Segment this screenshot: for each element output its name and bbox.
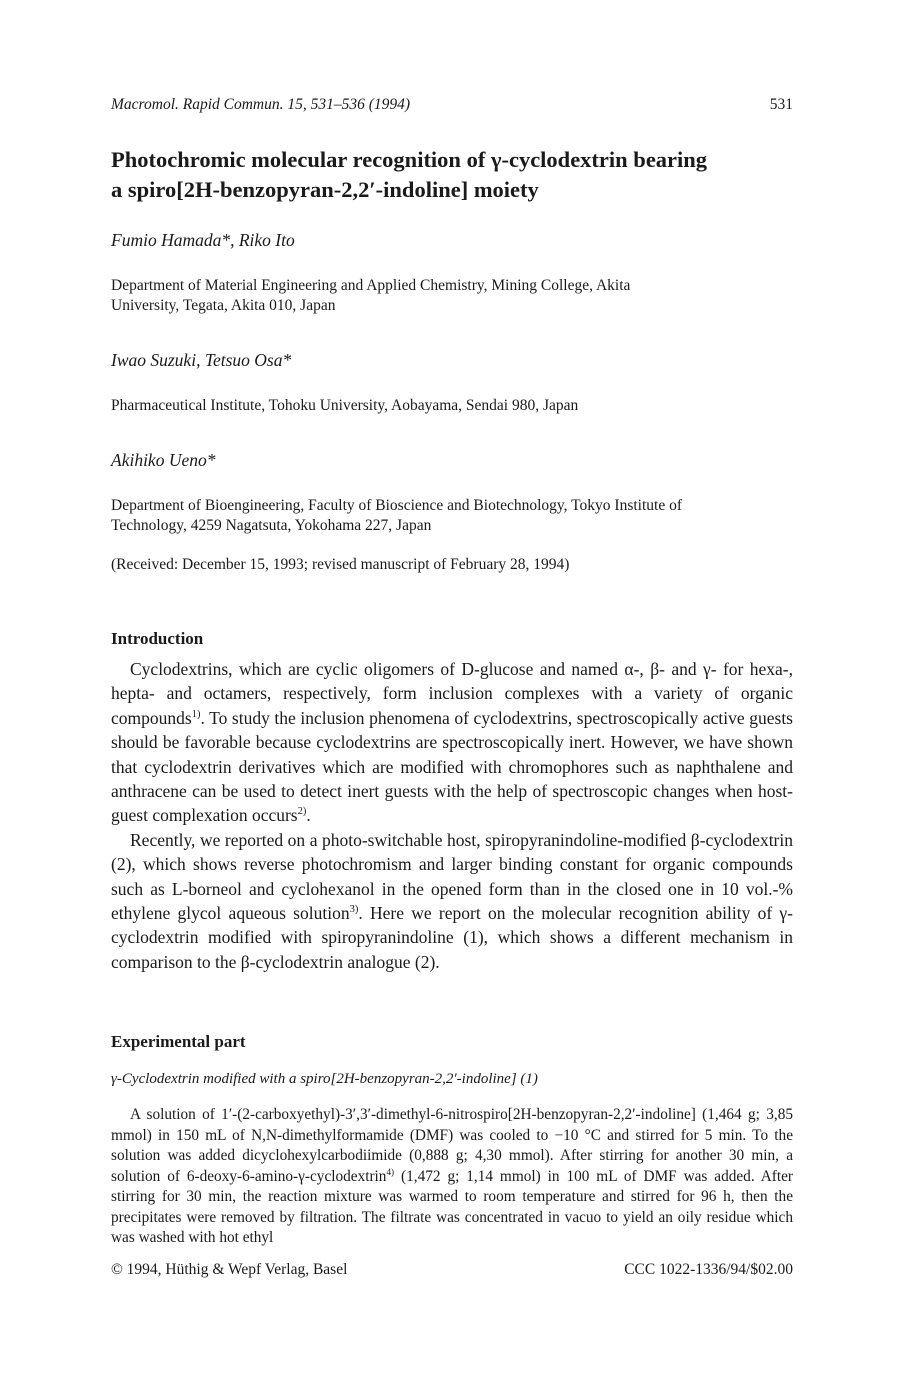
ccc-code: CCC 1022-1336/94/$02.00	[624, 1261, 793, 1278]
introduction-heading: Introduction	[111, 629, 204, 648]
introduction-paragraph-1: Cyclodextrins, which are cyclic oligomers of D-glucose and named α-, β- and γ- for hexa-, hepta- and octamers, respectively, form inclusion complexes with a variety of organic compounds$^{1)}$. To study the inclusion phenomena of cyclodextrins, spectroscopically active guests should be favorable because cyclodextrins are spectroscopically inert. However, we have shown that cyclodextrin derivatives which are modified with chromophores such as naphthalene and anthracene can be used to detect inert guests with the help of spectroscopic changes when host-guest complexation occurs$^{2)}$.	[111, 659, 793, 826]
reference-2: 2)	[297, 806, 307, 818]
experimental-heading: Experimental part	[111, 1032, 246, 1051]
title-line-1: Photochromic molecular recognition of γ-cyclodextrin bearing	[111, 147, 708, 172]
author-group-1: Fumio Hamada*, Riko Ito	[111, 230, 295, 250]
experimental-body	[111, 1105, 793, 1249]
reference-1: 1)	[191, 708, 201, 720]
title-line-2: a spiro[2H-benzopyran-2,2′-indoline] moiety	[111, 177, 539, 202]
author-group-2: Iwao Suzuki, Tetsuo Osa*	[111, 350, 292, 370]
page-number: 531	[769, 96, 793, 113]
author-group-3: Akihiko Ueno*	[111, 450, 216, 470]
affiliation-1-line-2: University, Tegata, Akita 010, Japan	[111, 297, 336, 314]
introduction-paragraph-2: Recently, we reported on a photo-switchable host, spiropyranindoline-modified β-cyclodextrin (2), which shows reverse photochromism and larger binding constant for organic compounds such as L-borneol and cyclohexanol in the opened form than in the closed one in 10 vol.-% ethylene glycol aqueous solution$^{3)}$. Here we report on the molecular recognition ability of γ-cyclodextrin modified with spiropyranindoline (1), which shows a different mechanism in comparison to the β-cyclodextrin analogue (2).	[111, 829, 793, 972]
affiliation-2	[111, 396, 793, 416]
affiliation-3	[111, 496, 793, 536]
experimental-subheading: γ-Cyclodextrin modified with a spiro[2H-benzopyran-2,2′-indoline] (1)	[111, 1071, 538, 1087]
affiliation-3-line-1: Department of Bioengineering, Faculty of Bioscience and Biotechnology, Tokyo Institute of	[111, 497, 682, 514]
copyright-notice: © 1994, Hüthig & Wepf Verlag, Basel	[111, 1261, 348, 1278]
affiliation-2-line-1: Pharmaceutical Institute, Tohoku University, Aobayama, Sendai 980, Japan	[111, 397, 579, 414]
received-date: (Received: December 15, 1993; revised manuscript of February 28, 1994)	[111, 556, 570, 573]
affiliation-1-line-1: Department of Material Engineering and Applied Chemistry, Mining College, Akita	[111, 277, 631, 294]
journal-citation: Macromol. Rapid Commun. 15, 531–536 (1994)	[111, 96, 411, 113]
introduction-body	[111, 657, 793, 974]
reference-4: 4)	[386, 1166, 395, 1177]
experimental-paragraph-1: A solution of 1′-(2-carboxyethyl)-3′,3′-dimethyl-6-nitrospiro[2H-benzopyran-2,2′-indoline] (1,464 g; 3,85 mmol) in 150 mL of N,N-dimethylformamide (DMF) was cooled to −10 °C and stirred for 5 min. To the solution was added dicyclohexylcarbodiimide (0,888 g; 4,30 mmol). After stirring for another 30 min, a solution of 6-deoxy-6-amino-γ-cyclodextrin$^{4)}$ (1,472 g; 1,14 mmol) in 100 mL of DMF was added. After stirring for 30 min, the reaction mixture was warmed to room temperature and stirred for 96 h, then the precipitates were removed by filtration. The filtrate was concentrated in vacuo to yield an oily residue which was washed with hot ethyl	[111, 1106, 793, 1246]
affiliation-3-line-2: Technology, 4259 Nagatsuta, Yokohama 227, Japan	[111, 517, 432, 534]
article-title	[111, 145, 793, 205]
reference-3: 3)	[349, 904, 359, 916]
affiliation-1	[111, 276, 793, 316]
